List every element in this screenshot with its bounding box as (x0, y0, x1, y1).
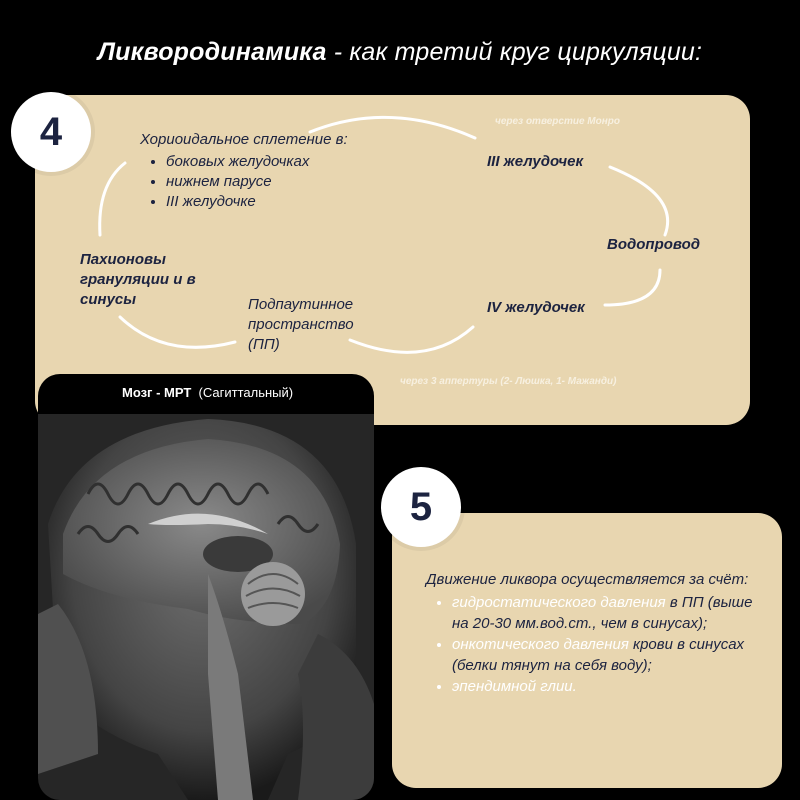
node-pacchionian: Пахионовы грануляции и в синусы (80, 251, 196, 308)
node-subarachnoid: Подпаутинное пространство (ПП) (248, 296, 354, 353)
note-apertures: через 3 аппертуры (2- Люшка, 1- Мажанди) (400, 376, 617, 387)
mechanism-item: • онкотического давления крови в синусах (белки тянут на себя воду); (452, 634, 761, 676)
mri-panel (38, 374, 374, 800)
mechanism-card (392, 513, 782, 788)
arc-pacchionian-to-choroid (100, 163, 125, 235)
arc-iii-to-aqueduct (610, 167, 668, 235)
node-fourth-ventricle: IV желудочек (487, 299, 585, 316)
mechanism-intro: Движение ликвора осуществляется за счёт: (426, 571, 749, 588)
node-aqueduct: Водопровод (607, 236, 701, 253)
note-monro: через отверстие Монро (495, 116, 620, 127)
arc-pp-to-pacchionian (120, 317, 235, 347)
arc-aqueduct-to-iv (605, 270, 660, 305)
choroid-item: • боковых желудочках (166, 152, 400, 172)
mechanism-item: • гидростатического давления в ПП (выше на 20-30 мм.вод.ст., чем в синусах); (452, 592, 761, 634)
badge-5: 5 (381, 467, 461, 547)
choroid-item: • нижнем парусе (166, 172, 400, 192)
mri-image (38, 374, 374, 800)
choroid-item: • III желудочке (166, 192, 400, 212)
mri-title: Мозг - МРТ (Сагиттальный) (122, 385, 294, 400)
mechanism-item: • эпендимной глии. (452, 676, 761, 697)
choroid-plexus: Хориоидальное сплетение в: • боковых желудочках • нижнем парусе • III желудочке (140, 130, 400, 212)
badge-4: 4 (11, 92, 91, 172)
mechanism-text (426, 569, 761, 697)
node-third-ventricle: III желудочек (487, 153, 584, 170)
arc-apertures (350, 327, 473, 352)
page-title: Ликвородинамика - как третий круг циркуляции: (97, 38, 703, 66)
